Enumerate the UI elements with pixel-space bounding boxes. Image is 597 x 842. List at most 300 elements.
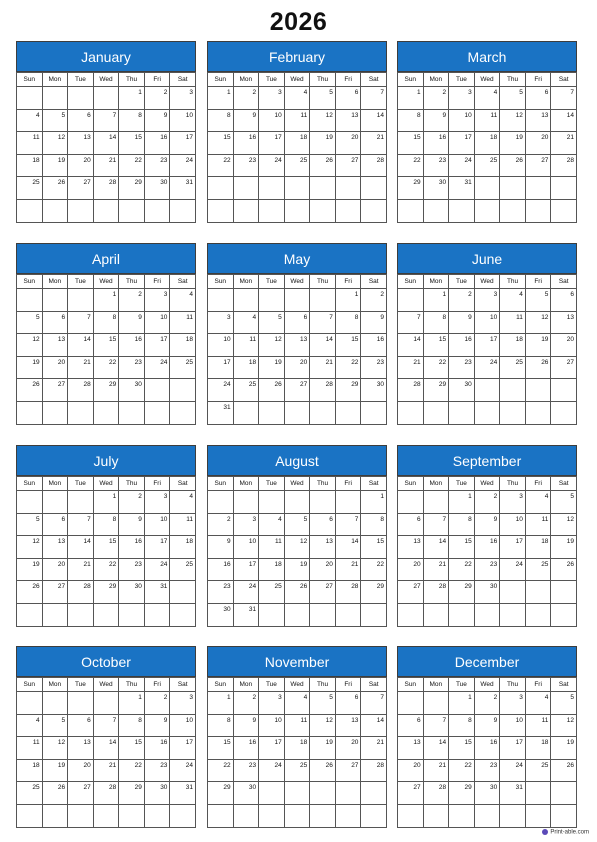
day-cell: 1 bbox=[449, 491, 475, 514]
day-cell: 13 bbox=[398, 737, 424, 760]
day-cell: 22 bbox=[398, 155, 424, 178]
day-cell bbox=[398, 491, 424, 514]
weekday-header: Sun bbox=[208, 73, 234, 87]
day-cell: 4 bbox=[17, 715, 43, 738]
day-cell: 14 bbox=[398, 334, 424, 357]
day-cell: 8 bbox=[424, 312, 450, 335]
day-cell: 18 bbox=[17, 760, 43, 783]
day-cell bbox=[170, 805, 196, 828]
day-cell: 22 bbox=[119, 155, 145, 178]
day-cell: 18 bbox=[500, 334, 526, 357]
day-cell: 22 bbox=[208, 760, 234, 783]
day-cell bbox=[336, 200, 362, 223]
day-cell: 12 bbox=[526, 312, 552, 335]
day-cell: 20 bbox=[310, 559, 336, 582]
day-cell: 28 bbox=[424, 581, 450, 604]
day-cell bbox=[500, 805, 526, 828]
day-cell: 20 bbox=[398, 559, 424, 582]
day-cell: 20 bbox=[526, 132, 552, 155]
day-cell: 10 bbox=[208, 334, 234, 357]
day-cell: 29 bbox=[208, 782, 234, 805]
day-cell bbox=[259, 402, 285, 425]
day-cell: 28 bbox=[398, 379, 424, 402]
day-cell bbox=[43, 289, 69, 312]
day-cell: 12 bbox=[310, 110, 336, 133]
day-cell: 12 bbox=[310, 715, 336, 738]
day-cell: 23 bbox=[424, 155, 450, 178]
day-cell bbox=[285, 200, 311, 223]
day-cell: 24 bbox=[234, 581, 260, 604]
day-cell: 13 bbox=[43, 334, 69, 357]
day-cell bbox=[551, 604, 577, 627]
weekday-header: Sun bbox=[398, 678, 424, 692]
day-cell: 22 bbox=[119, 760, 145, 783]
month-september bbox=[397, 445, 577, 627]
day-cell: 16 bbox=[234, 132, 260, 155]
month-name: September bbox=[397, 445, 577, 476]
day-cell: 5 bbox=[310, 87, 336, 110]
day-cell: 13 bbox=[310, 536, 336, 559]
day-cell: 8 bbox=[208, 110, 234, 133]
day-cell: 16 bbox=[145, 737, 171, 760]
weekday-header: Wed bbox=[475, 73, 501, 87]
day-cell bbox=[259, 805, 285, 828]
month-name: June bbox=[397, 243, 577, 274]
day-cell: 26 bbox=[551, 559, 577, 582]
day-cell: 11 bbox=[17, 132, 43, 155]
day-cell: 5 bbox=[43, 715, 69, 738]
day-cell: 4 bbox=[285, 692, 311, 715]
day-cell bbox=[310, 491, 336, 514]
day-cell: 7 bbox=[424, 715, 450, 738]
day-cell: 24 bbox=[449, 155, 475, 178]
day-cell bbox=[68, 87, 94, 110]
day-cell: 1 bbox=[336, 289, 362, 312]
weekday-header: Fri bbox=[145, 275, 171, 289]
year-title: 2026 bbox=[269, 8, 328, 36]
weekday-header: Sun bbox=[17, 678, 43, 692]
weekday-header: Thu bbox=[310, 275, 336, 289]
day-cell: 23 bbox=[475, 559, 501, 582]
day-cell: 12 bbox=[259, 334, 285, 357]
day-cell bbox=[551, 200, 577, 223]
day-cell: 5 bbox=[17, 514, 43, 537]
weekday-header: Tue bbox=[68, 275, 94, 289]
day-cell: 11 bbox=[170, 312, 196, 335]
day-cell bbox=[310, 177, 336, 200]
day-cell bbox=[17, 604, 43, 627]
day-cell: 13 bbox=[43, 536, 69, 559]
day-cell: 19 bbox=[285, 559, 311, 582]
month-name: July bbox=[16, 445, 196, 476]
day-cell bbox=[285, 177, 311, 200]
day-cell: 24 bbox=[500, 559, 526, 582]
day-cell bbox=[449, 805, 475, 828]
day-cell: 9 bbox=[145, 715, 171, 738]
weekday-header: Thu bbox=[310, 73, 336, 87]
weekday-header: Fri bbox=[145, 477, 171, 491]
day-cell bbox=[259, 491, 285, 514]
day-cell: 26 bbox=[310, 760, 336, 783]
weekday-header: Wed bbox=[94, 678, 120, 692]
day-cell bbox=[68, 200, 94, 223]
day-cell bbox=[449, 604, 475, 627]
day-cell: 23 bbox=[208, 581, 234, 604]
day-cell: 11 bbox=[285, 715, 311, 738]
weekday-header: Mon bbox=[43, 73, 69, 87]
day-cell: 19 bbox=[43, 155, 69, 178]
day-cell bbox=[170, 402, 196, 425]
day-cell bbox=[398, 289, 424, 312]
weekday-header: Wed bbox=[285, 275, 311, 289]
day-cell bbox=[551, 177, 577, 200]
day-cell: 24 bbox=[259, 155, 285, 178]
day-cell: 29 bbox=[398, 177, 424, 200]
day-cell bbox=[170, 604, 196, 627]
day-cell: 2 bbox=[145, 692, 171, 715]
day-cell: 14 bbox=[94, 737, 120, 760]
day-cell: 1 bbox=[449, 692, 475, 715]
day-cell: 27 bbox=[336, 760, 362, 783]
day-cell bbox=[551, 805, 577, 828]
day-cell: 30 bbox=[208, 604, 234, 627]
weekday-header: Tue bbox=[259, 477, 285, 491]
day-cell: 19 bbox=[526, 334, 552, 357]
day-cell bbox=[526, 379, 552, 402]
day-cell: 15 bbox=[449, 536, 475, 559]
day-cell: 31 bbox=[145, 581, 171, 604]
day-cell: 4 bbox=[170, 491, 196, 514]
day-cell bbox=[234, 177, 260, 200]
day-cell bbox=[310, 200, 336, 223]
month-day-grid bbox=[207, 677, 387, 828]
day-cell: 15 bbox=[361, 536, 387, 559]
day-cell: 30 bbox=[424, 177, 450, 200]
day-cell bbox=[500, 402, 526, 425]
month-day-grid bbox=[207, 476, 387, 627]
day-cell: 26 bbox=[43, 782, 69, 805]
day-cell: 26 bbox=[310, 155, 336, 178]
day-cell bbox=[526, 177, 552, 200]
day-cell: 28 bbox=[361, 155, 387, 178]
day-cell: 6 bbox=[336, 692, 362, 715]
day-cell: 25 bbox=[526, 559, 552, 582]
month-april bbox=[16, 243, 196, 425]
day-cell: 6 bbox=[336, 87, 362, 110]
day-cell bbox=[234, 289, 260, 312]
day-cell: 14 bbox=[361, 110, 387, 133]
day-cell: 16 bbox=[449, 334, 475, 357]
day-cell: 4 bbox=[475, 87, 501, 110]
day-cell: 2 bbox=[234, 87, 260, 110]
day-cell: 15 bbox=[449, 737, 475, 760]
day-cell bbox=[424, 604, 450, 627]
day-cell: 9 bbox=[145, 110, 171, 133]
weekday-header: Fri bbox=[526, 678, 552, 692]
day-cell bbox=[285, 402, 311, 425]
day-cell: 6 bbox=[285, 312, 311, 335]
month-name: February bbox=[207, 41, 387, 72]
day-cell bbox=[94, 692, 120, 715]
day-cell: 11 bbox=[17, 737, 43, 760]
weekday-header: Sat bbox=[361, 73, 387, 87]
day-cell: 8 bbox=[449, 514, 475, 537]
day-cell bbox=[17, 200, 43, 223]
day-cell: 22 bbox=[449, 559, 475, 582]
day-cell: 27 bbox=[336, 155, 362, 178]
day-cell: 24 bbox=[475, 357, 501, 380]
day-cell: 13 bbox=[526, 110, 552, 133]
day-cell: 23 bbox=[475, 760, 501, 783]
day-cell: 21 bbox=[336, 559, 362, 582]
day-cell: 7 bbox=[398, 312, 424, 335]
weekday-header: Sun bbox=[398, 477, 424, 491]
day-cell: 15 bbox=[119, 132, 145, 155]
day-cell: 3 bbox=[145, 289, 171, 312]
weekday-header: Wed bbox=[475, 678, 501, 692]
day-cell bbox=[68, 289, 94, 312]
day-cell: 22 bbox=[208, 155, 234, 178]
day-cell: 16 bbox=[208, 559, 234, 582]
day-cell: 18 bbox=[526, 737, 552, 760]
month-march bbox=[397, 41, 577, 223]
month-december bbox=[397, 646, 577, 828]
day-cell: 8 bbox=[94, 312, 120, 335]
month-day-grid bbox=[397, 476, 577, 627]
month-may bbox=[207, 243, 387, 425]
day-cell: 14 bbox=[94, 132, 120, 155]
day-cell: 16 bbox=[424, 132, 450, 155]
day-cell: 11 bbox=[285, 110, 311, 133]
day-cell: 7 bbox=[94, 110, 120, 133]
day-cell: 26 bbox=[43, 177, 69, 200]
day-cell: 25 bbox=[170, 559, 196, 582]
day-cell bbox=[526, 402, 552, 425]
day-cell: 11 bbox=[259, 536, 285, 559]
day-cell bbox=[68, 402, 94, 425]
day-cell: 8 bbox=[398, 110, 424, 133]
weekday-header: Sat bbox=[361, 678, 387, 692]
day-cell: 7 bbox=[361, 87, 387, 110]
day-cell: 9 bbox=[475, 514, 501, 537]
day-cell: 19 bbox=[43, 760, 69, 783]
day-cell: 18 bbox=[285, 737, 311, 760]
day-cell bbox=[424, 402, 450, 425]
day-cell: 18 bbox=[234, 357, 260, 380]
day-cell bbox=[94, 402, 120, 425]
day-cell: 22 bbox=[449, 760, 475, 783]
day-cell bbox=[119, 604, 145, 627]
day-cell bbox=[475, 604, 501, 627]
day-cell: 9 bbox=[449, 312, 475, 335]
day-cell: 2 bbox=[361, 289, 387, 312]
day-cell: 2 bbox=[475, 491, 501, 514]
month-day-grid bbox=[397, 677, 577, 828]
day-cell bbox=[500, 581, 526, 604]
day-cell: 7 bbox=[424, 514, 450, 537]
month-name: December bbox=[397, 646, 577, 677]
day-cell: 19 bbox=[551, 737, 577, 760]
weekday-header: Fri bbox=[145, 678, 171, 692]
day-cell: 15 bbox=[398, 132, 424, 155]
day-cell bbox=[145, 805, 171, 828]
day-cell bbox=[285, 491, 311, 514]
day-cell: 3 bbox=[475, 289, 501, 312]
weekday-header: Tue bbox=[449, 477, 475, 491]
day-cell: 27 bbox=[43, 379, 69, 402]
weekday-header: Sun bbox=[398, 275, 424, 289]
day-cell bbox=[361, 402, 387, 425]
day-cell: 12 bbox=[551, 514, 577, 537]
day-cell bbox=[234, 200, 260, 223]
day-cell: 5 bbox=[310, 692, 336, 715]
brand-logo-icon bbox=[542, 829, 548, 835]
weekday-header: Tue bbox=[449, 73, 475, 87]
footer-text: Print-able.com bbox=[550, 830, 589, 836]
weekday-header: Thu bbox=[119, 678, 145, 692]
day-cell: 28 bbox=[68, 379, 94, 402]
day-cell bbox=[475, 379, 501, 402]
day-cell: 18 bbox=[170, 334, 196, 357]
day-cell: 2 bbox=[208, 514, 234, 537]
day-cell bbox=[551, 581, 577, 604]
weekday-header: Tue bbox=[259, 73, 285, 87]
weekday-header: Wed bbox=[94, 73, 120, 87]
day-cell bbox=[475, 402, 501, 425]
day-cell: 27 bbox=[398, 782, 424, 805]
weekday-header: Fri bbox=[336, 275, 362, 289]
day-cell bbox=[336, 491, 362, 514]
weekday-header: Fri bbox=[526, 275, 552, 289]
day-cell: 17 bbox=[500, 536, 526, 559]
weekday-header: Fri bbox=[336, 477, 362, 491]
day-cell: 20 bbox=[398, 760, 424, 783]
day-cell: 4 bbox=[526, 692, 552, 715]
day-cell: 28 bbox=[551, 155, 577, 178]
day-cell: 6 bbox=[398, 514, 424, 537]
day-cell: 17 bbox=[259, 132, 285, 155]
day-cell: 5 bbox=[526, 289, 552, 312]
day-cell bbox=[398, 692, 424, 715]
day-cell: 10 bbox=[145, 312, 171, 335]
day-cell bbox=[310, 604, 336, 627]
day-cell bbox=[285, 805, 311, 828]
day-cell: 20 bbox=[43, 559, 69, 582]
day-cell: 12 bbox=[500, 110, 526, 133]
weekday-header: Tue bbox=[68, 73, 94, 87]
weekday-header: Thu bbox=[310, 678, 336, 692]
day-cell: 24 bbox=[145, 357, 171, 380]
day-cell bbox=[208, 200, 234, 223]
day-cell: 18 bbox=[526, 536, 552, 559]
day-cell: 23 bbox=[234, 155, 260, 178]
day-cell: 25 bbox=[17, 177, 43, 200]
day-cell: 6 bbox=[398, 715, 424, 738]
day-cell bbox=[208, 491, 234, 514]
weekday-header: Thu bbox=[119, 477, 145, 491]
day-cell: 2 bbox=[475, 692, 501, 715]
weekday-header: Wed bbox=[285, 678, 311, 692]
day-cell bbox=[94, 200, 120, 223]
day-cell bbox=[398, 200, 424, 223]
day-cell: 23 bbox=[119, 357, 145, 380]
day-cell: 3 bbox=[208, 312, 234, 335]
day-cell bbox=[119, 805, 145, 828]
day-cell: 4 bbox=[234, 312, 260, 335]
day-cell bbox=[475, 177, 501, 200]
day-cell: 28 bbox=[361, 760, 387, 783]
weekday-header: Wed bbox=[94, 477, 120, 491]
day-cell: 9 bbox=[475, 715, 501, 738]
day-cell bbox=[208, 805, 234, 828]
day-cell: 9 bbox=[119, 312, 145, 335]
day-cell: 24 bbox=[145, 559, 171, 582]
day-cell: 16 bbox=[475, 737, 501, 760]
weekday-header: Sat bbox=[361, 275, 387, 289]
day-cell: 21 bbox=[551, 132, 577, 155]
month-name: March bbox=[397, 41, 577, 72]
day-cell: 1 bbox=[208, 87, 234, 110]
day-cell: 17 bbox=[449, 132, 475, 155]
day-cell: 23 bbox=[145, 155, 171, 178]
weekday-header: Thu bbox=[119, 73, 145, 87]
day-cell bbox=[17, 692, 43, 715]
weekday-header: Sun bbox=[398, 73, 424, 87]
day-cell: 1 bbox=[424, 289, 450, 312]
day-cell: 4 bbox=[259, 514, 285, 537]
day-cell: 5 bbox=[285, 514, 311, 537]
month-day-grid bbox=[207, 274, 387, 425]
day-cell: 15 bbox=[119, 737, 145, 760]
day-cell: 21 bbox=[361, 737, 387, 760]
day-cell bbox=[398, 604, 424, 627]
day-cell bbox=[526, 581, 552, 604]
day-cell bbox=[336, 604, 362, 627]
weekday-header: Sat bbox=[551, 678, 577, 692]
day-cell: 8 bbox=[336, 312, 362, 335]
day-cell bbox=[170, 379, 196, 402]
month-june bbox=[397, 243, 577, 425]
day-cell: 19 bbox=[310, 737, 336, 760]
day-cell: 3 bbox=[234, 514, 260, 537]
day-cell: 23 bbox=[361, 357, 387, 380]
weekday-header: Fri bbox=[145, 73, 171, 87]
day-cell: 27 bbox=[68, 782, 94, 805]
day-cell bbox=[475, 200, 501, 223]
month-day-grid bbox=[397, 72, 577, 223]
day-cell bbox=[551, 402, 577, 425]
day-cell: 1 bbox=[361, 491, 387, 514]
day-cell: 13 bbox=[551, 312, 577, 335]
day-cell bbox=[424, 805, 450, 828]
day-cell: 19 bbox=[259, 357, 285, 380]
day-cell: 1 bbox=[119, 87, 145, 110]
day-cell: 26 bbox=[17, 379, 43, 402]
day-cell: 11 bbox=[500, 312, 526, 335]
day-cell bbox=[259, 289, 285, 312]
day-cell: 25 bbox=[285, 760, 311, 783]
day-cell: 27 bbox=[526, 155, 552, 178]
month-november bbox=[207, 646, 387, 828]
day-cell bbox=[17, 289, 43, 312]
day-cell bbox=[119, 200, 145, 223]
day-cell bbox=[526, 782, 552, 805]
day-cell: 27 bbox=[551, 357, 577, 380]
day-cell: 19 bbox=[551, 536, 577, 559]
month-day-grid bbox=[397, 274, 577, 425]
weekday-header: Tue bbox=[68, 678, 94, 692]
weekday-header: Fri bbox=[526, 477, 552, 491]
